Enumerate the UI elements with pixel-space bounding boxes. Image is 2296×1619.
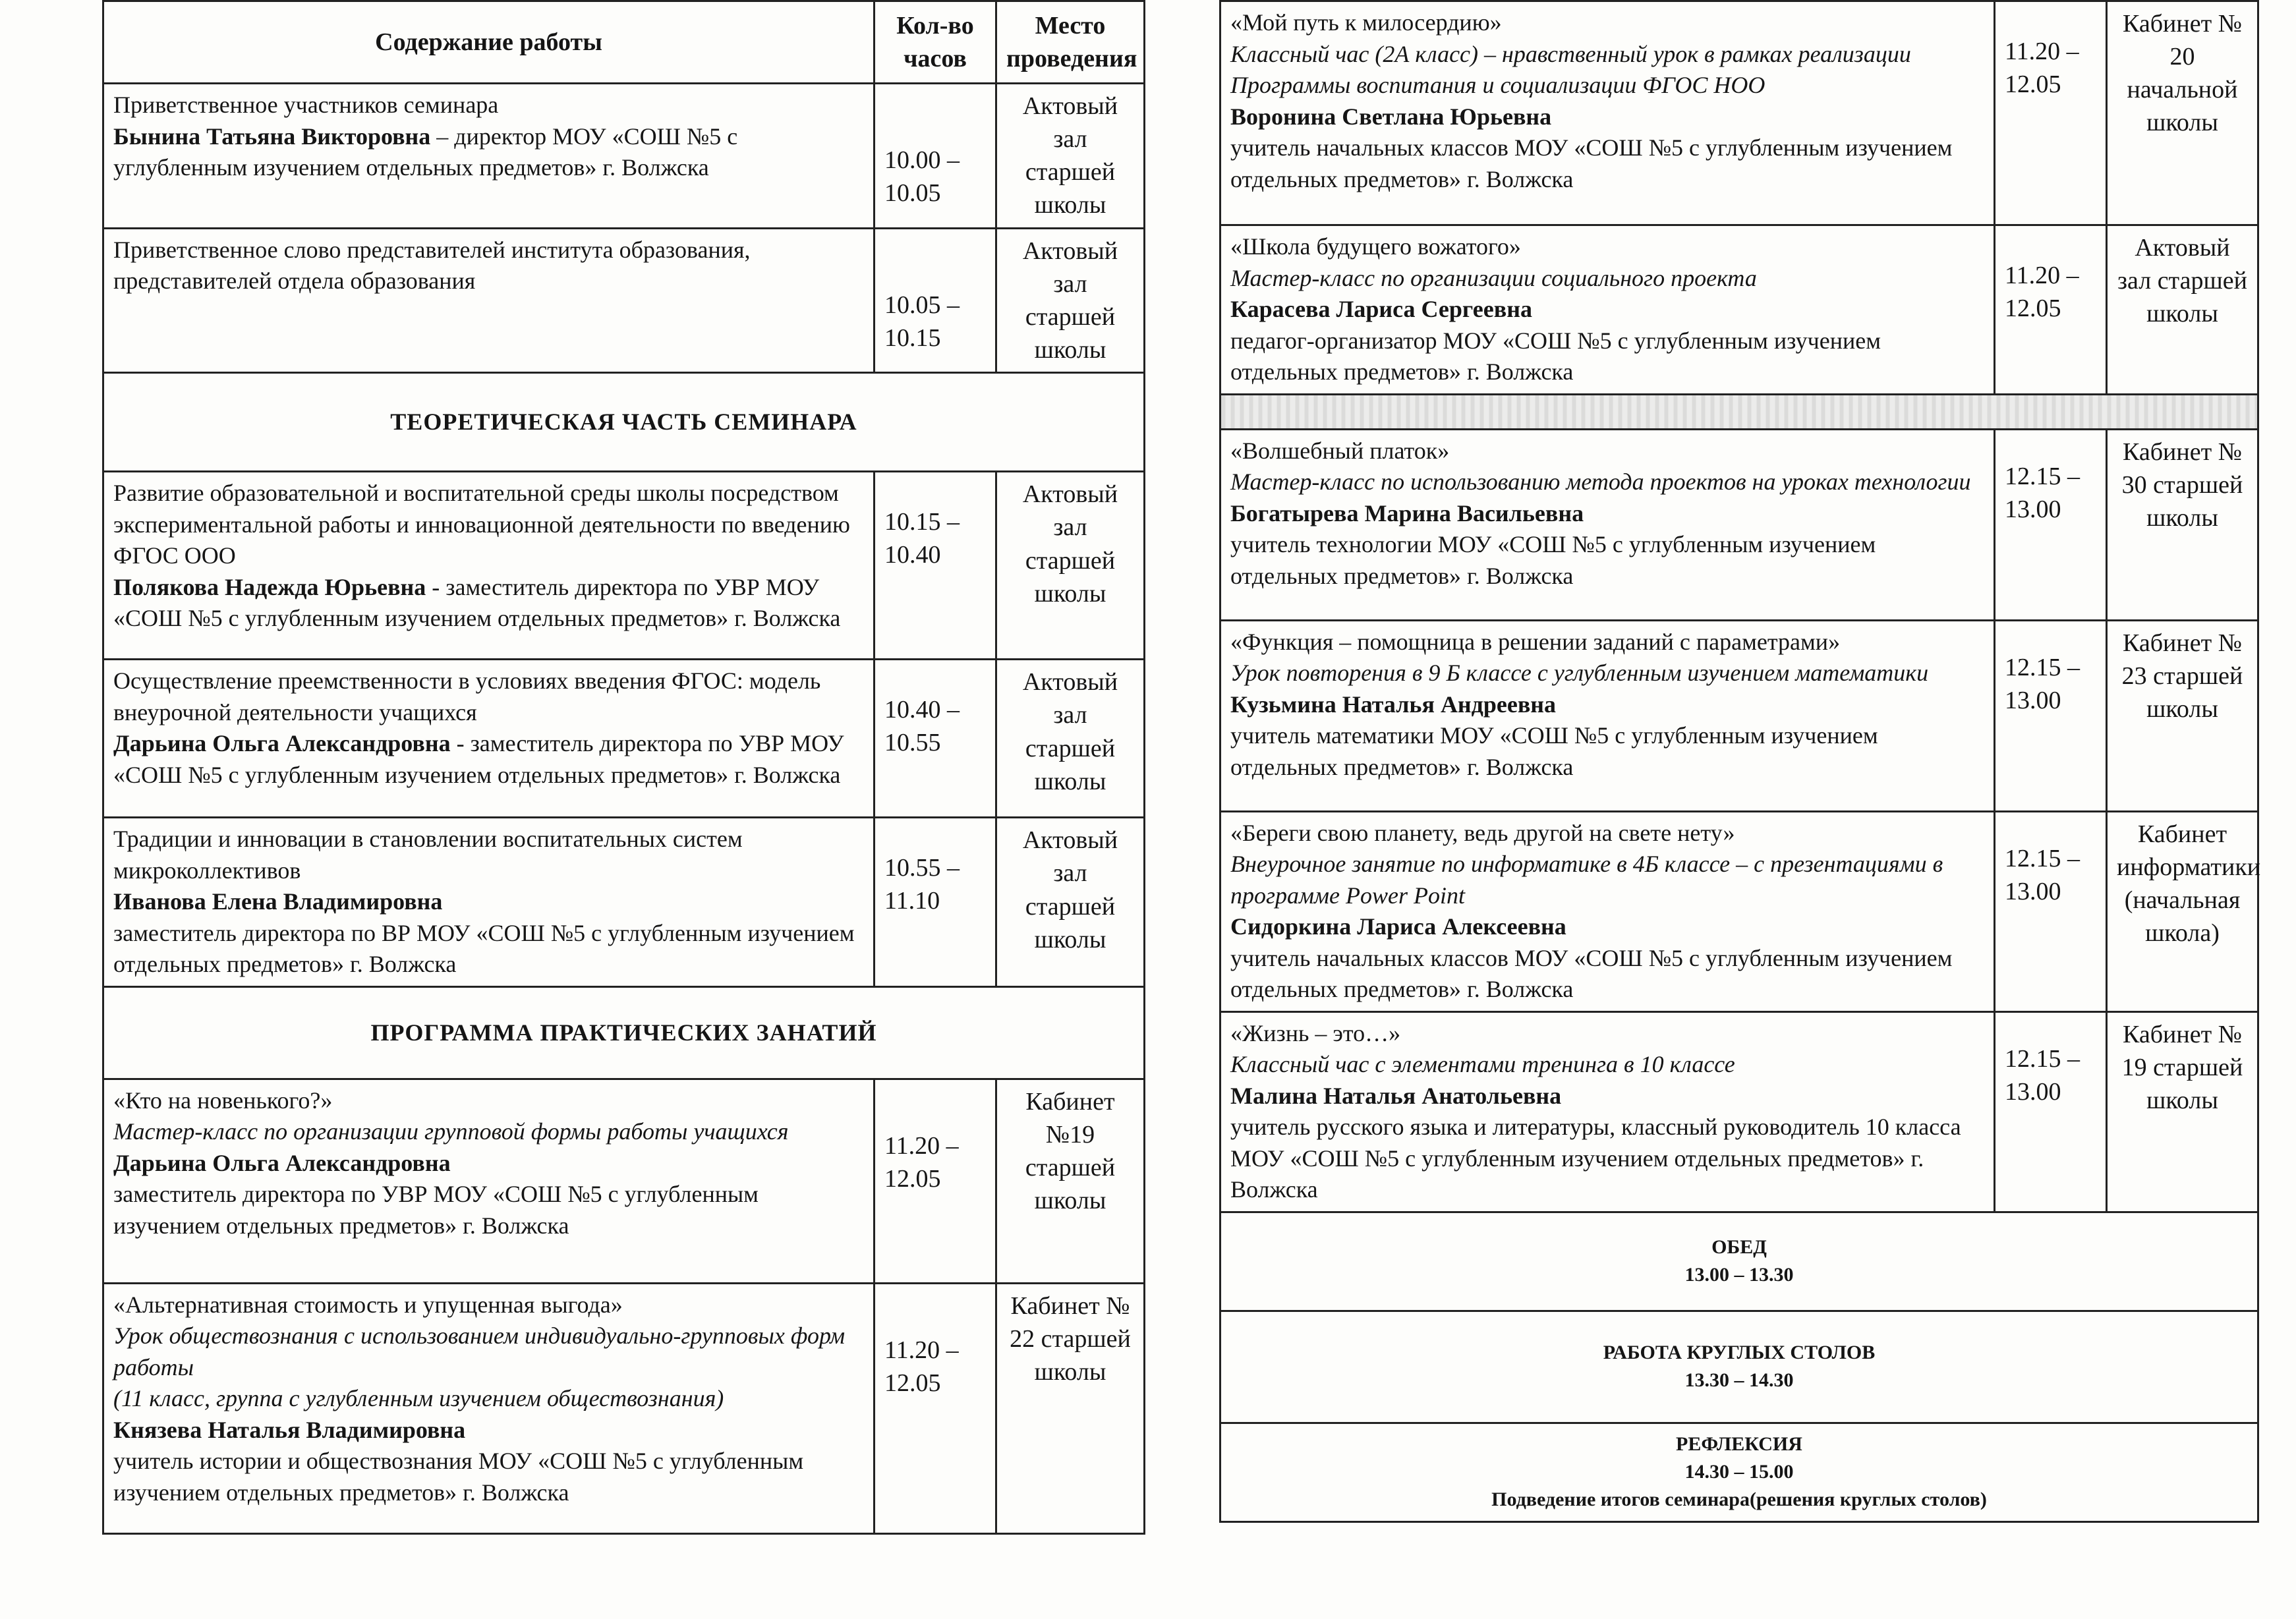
roundtables-title: РАБОТА КРУГЛЫХ СТОЛОВ [1603,1342,1876,1364]
item-title: Приветственное участников семинара [113,92,499,118]
item-place: Кабинет № 30 старшей школы [2107,429,2258,620]
item-subtitle: Урок обществознания с использованием индивидуально-групповых форм работы [113,1322,846,1380]
item-time: 12.15 – 13.00 [1995,1011,2107,1212]
item-position: – директор МОУ «СОШ №5 с углубленным изучением отдельных предметов» г. Волжска [113,123,738,181]
item-time: 10.15 – 10.40 [875,472,996,660]
table-row [1220,620,2258,811]
item-title: Традиции и инновации в становлении воспитательных систем микроколлективов [113,826,743,884]
item-subtitle: Классный час (2А класс) – нравственный урок в рамках реализации Программы воспитания и социализации ФГОС НОО [1230,40,1911,99]
table-row [103,228,1145,373]
item-title: Развитие образовательной и воспитательной среды школы посредством экспериментальной работы и инновационной деятельности по введению ФГОС ООО [113,480,850,569]
item-subtitle: Урок повторения в 9 Б классе с углубленным изучением математики [1230,660,1929,687]
item-subtitle: Классный час с элементами тренинга в 10 классе [1230,1051,1735,1078]
item-time: 11.20 – 12.05 [1995,225,2107,395]
item-place: Актовый зал старшей школы [996,660,1145,818]
item-place: Кабинет № 22 старшей школы [996,1283,1145,1533]
table-row [1220,429,2258,620]
item-time: 12.15 – 13.00 [1995,620,2107,811]
item-person: Бынина Татьяна Викторовна [113,123,431,150]
table-row [1220,225,2258,395]
separator-band [1220,394,2258,429]
reflection-note: Подведение итогов семинара(решения круглых столов) [1491,1489,1987,1511]
item-time: 12.15 – 13.00 [1995,429,2107,620]
item-time: 10.40 – 10.55 [875,660,996,818]
item-position: учитель истории и обществознания МОУ «СОШ №5 с углубленным изучением отдельных предметов» г. Волжска [113,1448,804,1506]
schedule-table-right [1219,0,2259,1523]
right-page [1219,0,2261,1523]
table-row [103,1079,1145,1283]
left-page [102,0,1143,1535]
table-row [103,84,1145,229]
item-position: заместитель директора по ВР МОУ «СОШ №5 с углубленным изучением отдельных предметов» г. Волжска [113,919,855,978]
header-time: Кол-во часов [875,1,996,84]
item-place: Кабинет № 23 старшей школы [2107,620,2258,811]
item-place: Кабинет информатики (начальная школа) [2107,811,2258,1011]
item-person: Иванова Елена Владимировна [113,888,443,915]
item-place: Актовый зал старшей школы [996,818,1145,987]
item-position: - заместитель директора по УВР МОУ «СОШ №5 с углубленным изучением отдельных предметов» г. Волжска [113,573,841,632]
item-person: Полякова Надежда Юрьевна [113,573,426,600]
item-place: Кабинет № 20 начальной школы [2107,1,2258,225]
item-position: заместитель директора по УВР МОУ «СОШ №5 с углубленным изучением отдельных предметов» г. Волжска [113,1181,759,1239]
item-person: Малина Наталья Анатольевна [1230,1082,1562,1109]
item-place: Актовый зал старшей школы [2107,225,2258,395]
section-practice-title: ПРОГРАММА ПРАКТИЧЕСКИХ ЗАНАТИЙ [103,986,1145,1079]
table-row [1220,1,2258,225]
item-title: Осуществление преемственности в условиях введения ФГОС: модель внеурочной деятельности учащихся [113,667,821,725]
item-subtitle: Мастер-класс по использованию метода проектов на уроках технологии [1230,469,1971,496]
roundtables-time: 13.30 – 14.30 [1684,1369,1794,1392]
table-row [103,1283,1145,1533]
lunch-time: 13.00 – 13.30 [1684,1264,1794,1286]
item-time: 10.55 – 11.10 [875,818,996,987]
item-title: «Береги свою планету, ведь другой на свете нету» [1230,819,1735,846]
table-row [103,818,1145,987]
item-person: Карасева Лариса Сергеевна [1230,296,1532,323]
reflection-time: 14.30 – 15.00 [1684,1461,1794,1483]
item-time: 11.20 – 12.05 [875,1079,996,1283]
lunch-title: ОБЕД [1711,1236,1767,1259]
item-place: Актовый зал старшей школы [996,84,1145,229]
item-subtitle: Мастер-класс по организации социального проекта [1230,264,1757,291]
table-row [1220,811,2258,1011]
item-position: учитель русского языка и литературы, классный руководитель 10 класса МОУ «СОШ №5 с углубленным изучением отдельных предметов» г. Волжска [1230,1114,1961,1203]
item-time: 11.20 – 12.05 [875,1283,996,1533]
item-title: «Школа будущего вожатого» [1230,233,1521,260]
roundtables-block [1220,1311,2258,1423]
item-position: учитель начальных классов МОУ «СОШ №5 с углубленным изучением отдельных предметов» г. Волжска [1230,944,1953,1003]
item-person: Кузьмина Наталья Андреевна [1230,691,1557,718]
item-person: Князева Наталья Владимировна [113,1416,466,1443]
item-title: «Альтернативная стоимость и упущенная выгода» [113,1291,623,1318]
item-place: Кабинет № 19 старшей школы [2107,1011,2258,1212]
item-place: Актовый зал старшей школы [996,228,1145,373]
lunch-block [1220,1212,2258,1311]
item-title: Приветственное слово представителей института образования, представителей отдела образования [103,228,875,373]
item-title: «Кто на новенького?» [113,1087,333,1114]
item-position: педагог-организатор МОУ «СОШ №5 с углубленным изучением отдельных предметов» г. Волжска [1230,327,1881,385]
item-time: 11.20 – 12.05 [1995,1,2107,225]
section-theory-title: ТЕОРЕТИЧЕСКАЯ ЧАСТЬ СЕМИНАРА [103,373,1145,472]
table-header [103,1,1145,84]
item-title: «Функция – помощница в решении заданий с параметрами» [1230,628,1841,655]
item-time: 12.15 – 13.00 [1995,811,2107,1011]
item-subtitle: Внеурочное занятие по информатике в 4Б классе – с презентациями в программе Power Point [1230,851,1943,909]
item-position: учитель технологии МОУ «СОШ №5 с углубленным изучением отдельных предметов» г. Волжска [1230,531,1876,589]
table-row [103,472,1145,660]
item-title: «Жизнь – это…» [1230,1019,1401,1046]
header-content: Содержание работы [103,1,875,84]
item-time: 10.05 – 10.15 [875,228,996,373]
item-person: Дарьина Ольга Александровна [113,1149,451,1176]
item-subtitle-2: (11 класс, группа с углубленным изучением обществознания) [113,1385,724,1412]
item-person: Сидоркина Лариса Алексеевна [1230,913,1566,940]
table-row [103,660,1145,818]
item-place: Кабинет №19 старшей школы [996,1079,1145,1283]
item-person: Дарьина Ольга Александровна [113,730,451,757]
table-row [1220,1011,2258,1212]
item-position: учитель начальных классов МОУ «СОШ №5 с углубленным изучением отдельных предметов» г. Волжска [1230,134,1953,192]
item-position: - заместитель директора по УВР МОУ «СОШ №5 с углубленным изучением отдельных предметов» г. Волжска [113,730,844,788]
item-subtitle: Мастер-класс по организации групповой формы работы учащихся [113,1118,789,1145]
section-header [103,373,1145,472]
item-title: «Мой путь к милосердию» [1230,9,1502,36]
reflection-block [1220,1423,2258,1521]
schedule-table-left [102,0,1145,1535]
item-person: Богатырева Марина Васильевна [1230,499,1584,526]
item-place: Актовый зал старшей школы [996,472,1145,660]
item-title: «Волшебный платок» [1230,437,1450,464]
header-place: Место проведения [996,1,1145,84]
item-person: Воронина Светлана Юрьевна [1230,103,1552,130]
item-time: 10.00 – 10.05 [875,84,996,229]
item-position: учитель математики МОУ «СОШ №5 с углубленным изучением отдельных предметов» г. Волжска [1230,722,1878,780]
section-header [103,986,1145,1079]
reflection-title: РЕФЛЕКСИЯ [1676,1433,1802,1456]
